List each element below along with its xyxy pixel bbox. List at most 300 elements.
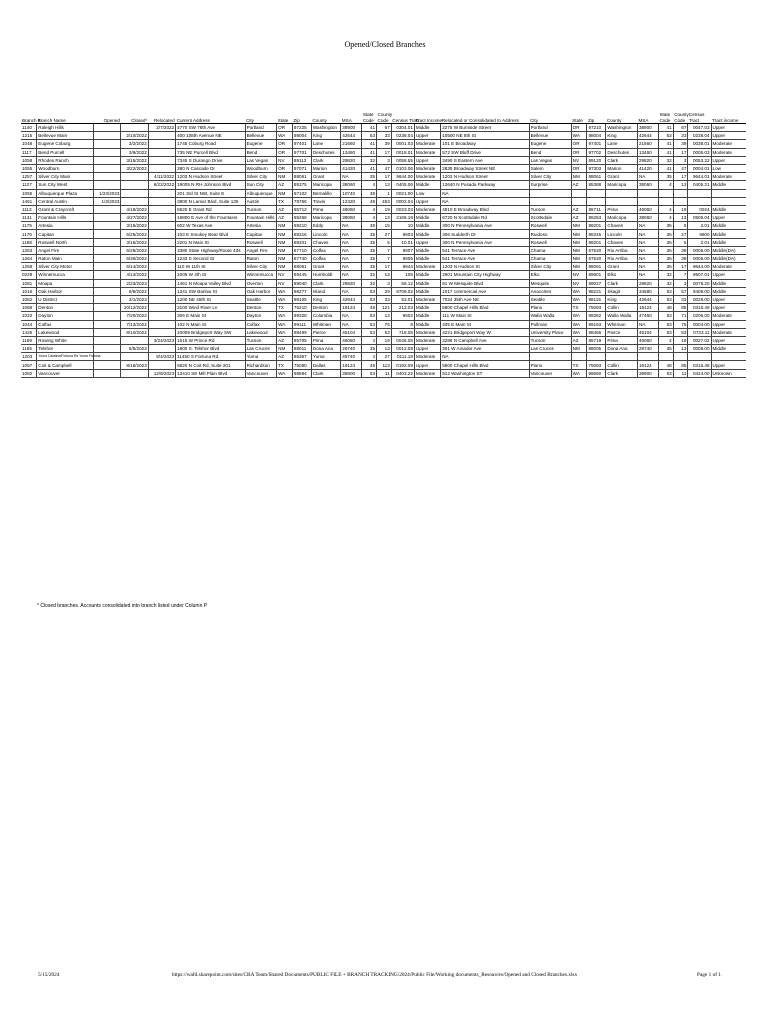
table-cell: 2201 N Main St [176,238,245,246]
table-cell: Plano [529,304,571,312]
table-cell: NM [571,246,587,254]
table-cell: 9644.00 [391,173,414,181]
table-cell: Colfax [311,246,340,254]
table-cell: Raton Main [37,255,94,263]
table-cell [94,369,121,377]
table-cell: 4 [658,214,673,222]
table-cell [529,353,571,361]
table-cell: 32 [658,156,673,164]
table-row [21,279,746,287]
table-cell: Vancouver [529,369,571,377]
table-cell: 17 [673,263,688,271]
table-cell [94,336,121,344]
table-cell: 10 [391,222,414,230]
table-cell: 19124 [637,304,658,312]
table-cell: 1/3/2023 [94,197,121,205]
table-cell: 53 [658,369,673,377]
table-cell: NM [571,263,587,271]
table-cell: 1188 [21,238,37,246]
table-cell: 0004.01 [688,164,711,172]
table-cell: 98105 [292,295,311,303]
table-cell: 71 [673,312,688,320]
table-cell: Lakewood [37,328,94,336]
table-cell: 7/20/2022 [121,312,148,320]
table-cell: 1022 [21,312,37,320]
table-cell [94,173,121,181]
table-cell: 6/30/2022 [121,255,148,263]
table-cell: Lane [311,140,340,148]
table-cell: 3 [377,156,392,164]
table-cell: Pima [311,336,340,344]
table-cell: 0018.01 [391,148,414,156]
table-cell [673,197,688,205]
table-cell: 38060 [341,181,362,189]
table-cell [94,124,121,132]
table-cell: 1165 [21,345,37,353]
table-cell: 0008.00 [688,345,711,353]
table-cell: Las Vegas [245,156,277,164]
table-cell: 85 [673,304,688,312]
table-cell: Upper [711,361,746,369]
table-cell [94,156,121,164]
table-cell: 88201 [587,222,606,230]
table-cell: 2168.18 [391,214,414,222]
table-cell [711,197,746,205]
table-cell: 33 [673,132,688,140]
table-cell [94,140,121,148]
table-cell: 8 [391,320,414,328]
table-row [21,295,746,303]
col-tract2-bottom: Tract [688,117,700,123]
table-cell: OR [277,124,293,132]
table-cell: Mesquite [529,279,571,287]
table-cell: Moderate [414,295,440,303]
col-msa: MSA [341,112,362,124]
table-cell: King [606,132,638,140]
table-cell: NA [341,255,362,263]
table-row [21,181,746,189]
table-cell: NM [277,222,293,230]
table-cell: 1215 [21,132,37,140]
table-cell: Unknown [711,369,746,377]
table-cell: 85 [673,361,688,369]
table-cell: NA [341,222,362,230]
table-cell [148,189,175,197]
table-cell: OR [277,140,293,148]
table-cell [637,197,658,205]
table-cell: 3490 S Eastern Ave [441,156,529,164]
table-cell: Pima [606,336,638,344]
table-cell: Artesia [245,222,277,230]
col-state-code-bottom: Code [362,117,374,123]
table-cell [94,328,121,336]
table-cell: 47460 [637,312,658,320]
table-cell: 29820 [637,279,658,287]
table-cell: 0002.04 [391,197,414,205]
table-row [21,214,746,222]
table-cell: Clark [606,279,638,287]
table-cell [587,353,606,361]
table-cell: 98004 [292,132,311,140]
footer-path: https://wafd.sharepoint.com/sites/CRA Team/Shared Documents/PUBLIC FILE + BRANCH TRACKING/2024/Public File/Working documents_Resources/Opened and Closed Branches.xlsx [172,972,578,978]
table-cell: Pullman [529,320,571,328]
table-cell: OR [277,164,293,172]
table-cell: 7 [673,271,688,279]
table-cell: Moderate [711,173,746,181]
table-cell: 9408.00 [688,287,711,295]
table-cell: 42644 [637,132,658,140]
table-cell: 67 [377,124,392,132]
table-cell: 1062 [21,295,37,303]
table-cell: NA [341,320,362,328]
table-cell: 41420 [637,164,658,172]
table-cell: 53 [658,328,673,336]
table-cell: 11 [673,369,688,377]
table-cell: 89445 [292,271,311,279]
table-cell: 3/9/2022 [121,148,148,156]
table-cell: 88316 [292,230,311,238]
table-cell [587,197,606,205]
table-cell: 35 [658,230,673,238]
table-cell: 13640 N Pusada Parkway [441,181,529,189]
table-cell: Dayton [245,312,277,320]
table-cell: 85367 [292,353,311,361]
table-cell: Moderate [711,312,746,320]
table-cell: 113 [377,361,392,369]
table-cell: 53 [377,328,392,336]
table-cell: 13 [377,271,392,279]
table-cell: 380 N Cascade Dr [176,164,245,172]
table-cell: 5 [377,238,392,246]
table-cell: 87102 [292,189,311,197]
table-cell: 53 [658,312,673,320]
table-cell: NM [277,263,293,271]
col-county-code2-bottom: Code [674,117,686,123]
table-cell: Low [414,189,440,197]
table-cell: 1203 [21,353,37,361]
table-row [21,124,746,132]
table-cell: WA [571,328,587,336]
table-cell: Capitan [245,230,277,238]
table-cell: 29 [377,287,392,295]
table-cell: Bend Purcell [37,148,94,156]
col-state-code2-top: State [659,112,671,117]
table-cell: Tucson [529,205,571,213]
table-cell: Bernalillo [311,189,340,197]
table-cell: 35 [362,189,377,197]
table-cell: 42644 [341,132,362,140]
table-cell: Winnemucca [37,271,94,279]
table-cell: 5800 Chapel Hills Blvd [441,361,529,369]
table-cell: 89040 [292,279,311,287]
table-cell: 1058 [21,156,37,164]
table-cell: Upper [711,320,746,328]
table-cell: 102 N Main St [176,320,245,328]
table-cell: 19124 [341,361,362,369]
table-cell: 56.12 [391,279,414,287]
table-row [21,132,746,140]
table-cell: 0005.03 [688,148,711,156]
col-branch-num: Branch # [21,112,37,124]
table-cell: 48 [362,197,377,205]
table-cell: Upper [711,336,746,344]
table-cell: 85705 [292,336,311,344]
table-cell: Yuma Catalina/Fortuna Rd Yuma Fortuna [37,353,94,361]
table-cell: 98499 [292,328,311,336]
table-cell: 87520 [587,246,606,254]
table-cell: 85253 [587,214,606,222]
table-cell: 6/9/2022 [121,287,148,295]
table-cell: Moderate [711,148,746,156]
table-cell: NA [637,230,658,238]
table-cell: Central Austin [37,197,94,205]
table-cell: NA [341,312,362,320]
table-cell: 89113 [292,156,311,164]
table-cell: 1745 Coburg Road [176,140,245,148]
table-cell: 1117 [21,148,37,156]
table-cell: 46060 [341,336,362,344]
table-cell: Sun City West [37,181,94,189]
table-row [21,320,746,328]
table-cell: OR [571,164,587,172]
table-cell: 17 [377,173,392,181]
table-cell: 19124 [637,361,658,369]
table-cell: AZ [277,336,293,344]
table-cell: 97401 [292,140,311,148]
table-cell: AZ [571,214,587,222]
table-cell: 32 [362,271,377,279]
table-cell: Middle [414,230,440,238]
table-cell: 0046.05 [391,336,414,344]
table-cell: 13410 SE Mill Plain Blvd [176,369,245,377]
table-cell: NA [341,263,362,271]
table-cell: Grant [606,173,638,181]
table-cell: 91 W Mesquite Blvd [441,279,529,287]
table-cell: NA [637,238,658,246]
table-cell: Middle [414,271,440,279]
table-cell: NA [637,246,658,254]
col-tract2-top: Census [688,112,705,117]
table-cell: 8/18/2023 [121,361,148,369]
table-cell: NM [571,255,587,263]
table-cell: 0005.00 [688,246,711,254]
table-cell [94,271,121,279]
table-cell: 0405.06 [391,181,414,189]
table-cell: NA [637,320,658,328]
table-cell: Maricopa [606,214,638,222]
table-cell: Lakewood [245,328,277,336]
table-cell [529,189,571,197]
table-cell: 4/18/2022 [121,205,148,213]
table-cell: 35 [658,222,673,230]
table-row [21,197,746,205]
table-cell: Las Vegas [529,156,571,164]
table-cell: 0028.00 [688,295,711,303]
table-cell: 42644 [637,295,658,303]
table-cell: 110 W 11th St [176,263,245,271]
table-cell: 201 3rd St NW, Suite E [176,189,245,197]
table-row [21,312,746,320]
table-cell: Moderate [711,328,746,336]
table-cell [94,345,121,353]
table-cell: 35 [362,230,377,238]
table-cell: Overton [245,279,277,287]
table-cell: 8/10/2022 [121,328,148,336]
table-row [21,156,746,164]
table-cell: Deschutes [606,148,638,156]
table-row [21,271,746,279]
table-cell: 3380 State Highway/Route 434 [176,246,245,254]
table-cell: Upper [414,156,440,164]
table-cell: 6720 N Scottsdale Rd [441,214,529,222]
table-cell: TX [277,304,293,312]
table-cell [148,295,175,303]
table-cell: 35 [658,255,673,263]
table-cell: AZ [277,205,293,213]
table-cell: 35 [362,238,377,246]
table-cell: 13460 [341,148,362,156]
table-cell: Upper [711,304,746,312]
table-cell [658,353,673,361]
table-cell: 4 [362,205,377,213]
table-cell: Telshor [37,345,94,353]
table-cell: Deschutes [311,148,340,156]
table-cell [94,263,121,271]
table-cell: AZ [571,336,587,344]
table-cell: 9708.02 [391,287,414,295]
table-cell: 0024 [688,205,711,213]
col-county-code2-top: County [674,112,689,117]
table-cell: 1067 [21,361,37,369]
col-county-code2 [673,112,688,124]
table-cell: Middle [414,304,440,312]
table-cell: 32 [658,271,673,279]
table-cell: 1017 commercial Ave [441,287,529,295]
table-cell [94,279,121,287]
table-cell [571,353,587,361]
table-cell: 88210 [292,222,311,230]
table-cell: Moderate [414,369,440,377]
table-cell: 88201 [292,238,311,246]
table-cell: 85719 [587,336,606,344]
table-cell: 45104 [637,328,658,336]
table-cell: 19 [377,205,392,213]
table-cell: Moderate [414,140,440,148]
table-cell: 38060 [637,181,658,189]
table-cell: Eddy [311,222,340,230]
table-cell: 1127 [21,181,37,189]
table-cell: 105 [391,271,414,279]
table-row [21,345,746,353]
table-cell [94,295,121,303]
table-cell: 6/14/2022 [121,263,148,271]
table-cell: 98004 [587,132,606,140]
table-cell: Chaves [311,238,340,246]
table-cell: Upper [414,132,440,140]
table-cell [571,197,587,205]
table-cell: Pierce [311,328,340,336]
table-cell: AZ [277,214,293,222]
table-cell: Denton [245,304,277,312]
table-cell: NA [637,263,658,271]
table-cell: Lincoln [606,230,638,238]
table-cell: 17 [377,148,392,156]
table-cell: Upper [414,197,440,205]
table-cell: 5800 Chapel Hills Blvd [441,304,529,312]
table-cell: Clark [606,369,638,377]
table-cell: 49740 [341,353,362,361]
table-cell: 1082 [21,369,37,377]
table-cell: 0058.55 [391,156,414,164]
table-cell [148,255,175,263]
table-cell: NV [571,156,587,164]
table-row [21,328,746,336]
table-cell: 9507 [391,246,414,254]
table-cell: NV [571,279,587,287]
table-cell: 53 [362,132,377,140]
col-closed: Closed* [121,112,148,124]
table-cell: NM [277,345,293,353]
table-cell: Seattle [529,295,571,303]
table-cell: 4/11/2022 [148,173,175,181]
table-cell: NA [637,255,658,263]
table-cell: 75 [377,320,392,328]
table-cell: 53 [658,287,673,295]
col-state-code [362,112,377,124]
table-cell: 99362 [587,312,606,320]
table-cell: 53 [362,320,377,328]
table-cell: Rhodes Ranch [37,156,94,164]
table-row [21,189,746,197]
table-cell: 7 [377,255,392,263]
table-cell: 75093 [587,361,606,369]
table-cell [148,164,175,172]
table-cell: Yuma [311,353,340,361]
table-cell: 29820 [341,279,362,287]
table-cell: NM [277,246,293,254]
col-city2: City [529,112,571,124]
table-cell: Dayton [37,312,94,320]
table-cell: 41 [362,140,377,148]
table-cell [148,148,175,156]
table-cell: 89801 [587,271,606,279]
table-cell: 0206.00 [688,312,711,320]
table-cell: 38060 [637,214,658,222]
table-cell [94,214,121,222]
table-cell: 53 [362,287,377,295]
table-cell [121,124,148,132]
table-cell: 88061 [292,173,311,181]
table-cell [121,353,148,361]
table-cell: Middle [414,320,440,328]
table-cell: Portland [529,124,571,132]
table-cell: 5 [673,238,688,246]
table-cell: NA [637,173,658,181]
table-cell: NA [341,238,362,246]
table-cell: TX [571,361,587,369]
table-cell: 0047.03 [688,124,711,132]
table-cell: 13 [377,181,392,189]
table-cell: NM [277,230,293,238]
table-cell: 1425 [21,328,37,336]
table-cell: 3/22/2022 [121,164,148,172]
table-cell: 75093 [587,304,606,312]
table-cell: 19 [673,205,688,213]
table-cell: 41 [362,148,377,156]
table-cell: Clark [311,369,340,377]
table-cell: 1016 [21,287,37,295]
table-cell: 27 [377,353,392,361]
